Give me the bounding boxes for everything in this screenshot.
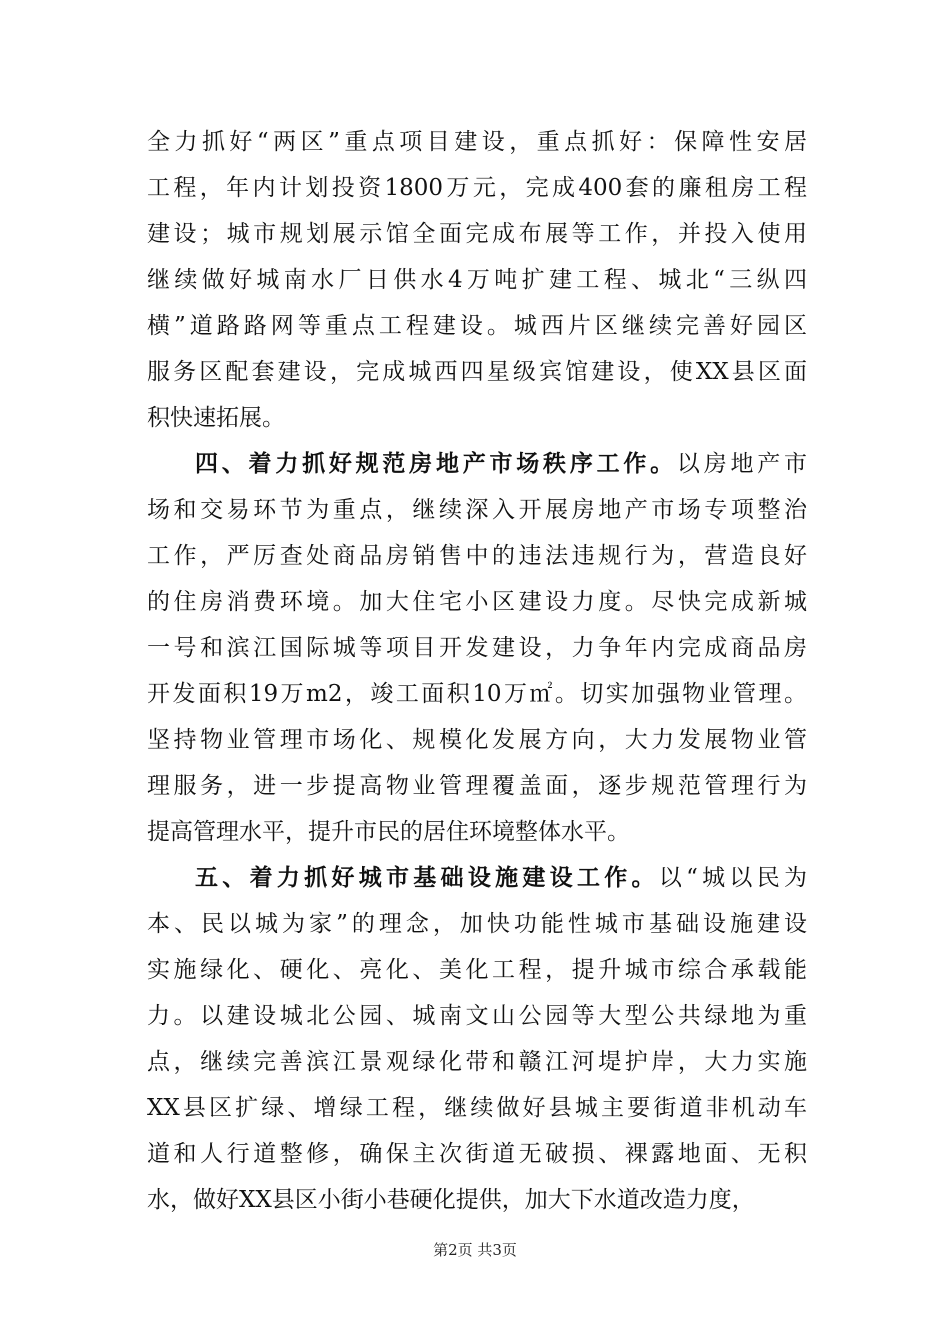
- paragraph-1-line-4: 继续做好城南水厂日供水4万吨扩建工程、城北“三纵四: [147, 267, 807, 293]
- section-5-line-6: XX县区扩绿、增绿工程，继续做好县城主要街道非机动车: [147, 1095, 807, 1121]
- section-4-first-line-rest: 以房地产市: [676, 451, 807, 477]
- section-4-line-5: 一号和滨江国际城等项目开发建设，力争年内完成商品房: [147, 635, 807, 661]
- section-4-line-2: 场和交易环节为重点，继续深入开展房地产市场专项整治: [147, 497, 807, 523]
- section-5-line-5: 点，继续完善滨江景观绿化带和赣江河堤护岸，大力实施: [147, 1049, 807, 1075]
- section-5-line-2: 本、民以城为家”的理念，加快功能性城市基础设施建设: [147, 911, 807, 937]
- section-5-heading: 五、着力抓好城市基础设施建设工作。: [195, 864, 659, 891]
- page-footer: 第2页 共3页: [433, 1241, 517, 1259]
- section-5-first-line-rest: 以“城以民为: [658, 865, 807, 891]
- section-4-line-7: 坚持物业管理市场化、规模化发展方向，大力发展物业管: [147, 727, 807, 753]
- section-4-first-line: [195, 444, 807, 484]
- section-4-line-9: 提高管理水平，提升市民的居住环境整体水平。: [147, 819, 630, 845]
- section-4-line-8: 理服务，进一步提高物业管理覆盖面，逐步规范管理行为: [147, 773, 807, 799]
- paragraph-1-line-7: 积快速拓展。: [147, 405, 285, 431]
- section-5-line-3: 实施绿化、硬化、亮化、美化工程，提升城市综合承载能: [147, 957, 807, 983]
- section-5-first-line: [195, 858, 807, 898]
- section-4-line-3: 工作，严厉查处商品房销售中的违法违规行为，营造良好: [147, 543, 807, 569]
- section-5-line-8: 水，做好XX县区小街小巷硬化提供，加大下水道改造力度，: [147, 1187, 755, 1213]
- section-4-line-6: 开发面积19万m2，竣工面积10万㎡。切实加强物业管理。: [147, 681, 807, 707]
- section-5-line-4: 力。以建设城北公园、城南文山公园等大型公共绿地为重: [147, 1003, 807, 1029]
- paragraph-1-line-2: 工程，年内计划投资1800万元，完成400套的廉租房工程: [147, 175, 807, 201]
- section-5-line-7: 道和人行道整修，确保主次街道无破损、裸露地面、无积: [147, 1141, 807, 1167]
- paragraph-1-line-5: 横”道路路网等重点工程建设。城西片区继续完善好园区: [147, 313, 807, 339]
- section-4-heading: 四、着力抓好规范房地产市场秩序工作。: [195, 450, 677, 477]
- paragraph-1-line-6: 服务区配套建设，完成城西四星级宾馆建设，使XX县区面: [147, 359, 807, 385]
- paragraph-1-line-1: 全力抓好“两区”重点项目建设，重点抓好：保障性安居: [147, 129, 807, 155]
- section-4-line-4: 的住房消费环境。加大住宅小区建设力度。尽快完成新城: [147, 589, 807, 615]
- paragraph-1-line-3: 建设；城市规划展示馆全面完成布展等工作，并投入使用: [147, 221, 807, 247]
